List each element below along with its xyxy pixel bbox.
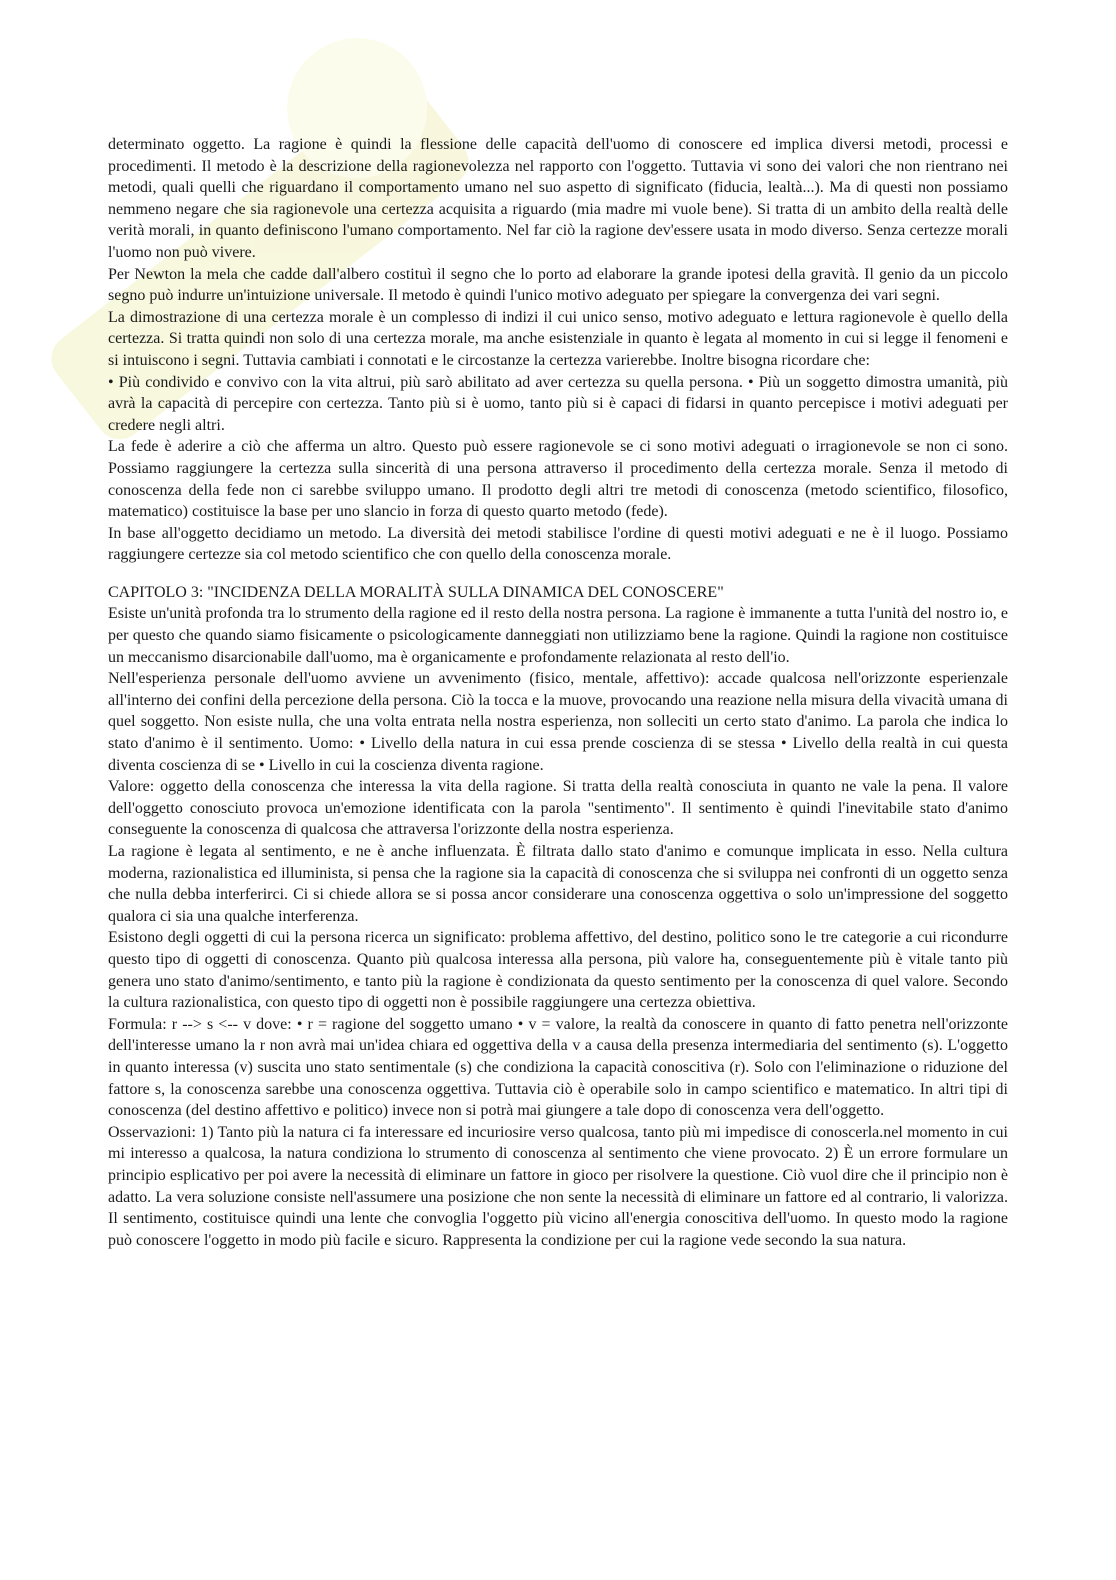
chapter-heading: CAPITOLO 3: "INCIDENZA DELLA MORALITÀ SULLA DINAMICA DEL CONOSCERE" <box>108 583 724 601</box>
paragraph: In base all'oggetto decidiamo un metodo. La diversità dei metodi stabilisce l'ordine di questi motivi adeguati e ne è il luogo. Possiamo raggiungere certezze sia col metodo scientifico che con quello della conoscenza morale. <box>108 524 1008 564</box>
section-spacer <box>108 566 1008 582</box>
paragraph: determinato oggetto. La ragione è quindi la flessione delle capacità dell'uomo di conoscere ed implica diversi metodi, processi e procedimenti. Il metodo è la descrizione della ragionevolezza nel rapporto con l'oggetto. Tuttavia vi sono dei valori che non rientrano nei metodi, quali quelli che riguardano il comportamento umano nel suo aspetto di significato (fiducia, lealtà...). Ma di questi non possiamo nemmeno negare che sia ragionevole una certezza acquisita a riguardo (mia madre mi vuole bene). Si tratta di un ambito della realtà delle verità morali, in quanto definiscono l'umano comportamento. Nel far ciò la ragione dev'essere usata in modo diverso. Senza certezze morali l'uomo non può vivere. <box>108 136 1008 261</box>
paragraph: Esistono degli oggetti di cui la persona ricerca un significato: problema affettivo, del destino, politico sono le tre categorie a cui ricondurre questo tipo di oggetti di conoscenza. Quanto più qualcosa interessa alla persona, più valore ha, conseguentemente più è vitale tanto più genera uno stato d'animo/sentimento, e tanto più la ragione è condizionata da questo sentimento per la conoscenza di quel valore. Secondo la cultura razionalistica, con questo tipo di oggetti non è possibile raggiungere una certezza obiettiva. <box>108 929 1008 1012</box>
document-body <box>108 134 1008 1251</box>
paragraph: Valore: oggetto della conoscenza che interessa la vita della ragione. Si tratta della realtà conosciuta in quanto ne vale la pena. Il valore dell'oggetto conosciuto provoca un'emozione identificata con la parola "sentimento". Il sentimento è quindi l'inevitabile stato d'animo conseguente la conoscenza di qualcosa che attraversa l'orizzonte della nostra esperienza. <box>108 778 1008 839</box>
paragraph: La fede è aderire a ciò che afferma un altro. Questo può essere ragionevole se ci sono motivi adeguati o irragionevole se non ci sono. Possiamo raggiungere la certezza sulla sincerità di una persona attraverso il procedimento della certezza morale. Senza il metodo di conoscenza della fede non ci sarebbe sviluppo umano. Il prodotto degli altri tre metodi di conoscenza (metodo scientifico, filosofico, matematico) costituisce la base per uno slancio in forza di questo quarto metodo (fede). <box>108 438 1008 521</box>
paragraph: Formula: r --> s <-- v dove: • r = ragione del soggetto umano • v = valore, la realtà da conoscere in quanto di fatto penetra nell'orizzonte dell'interesse umano la r non avrà mai un'idea chiara ed oggettiva della v a causa della presenza intermediaria del sentimento (s). L'oggetto in quanto interessa (v) suscita uno stato sentimentale (s) che condiziona la capacità conoscitiva (r). Solo con l'eliminazione o riduzione del fattore s, la conoscenza sarebbe una conoscenza oggettiva. Tuttavia ciò è operabile solo in campo scientifico e matematico. In altri tipi di conoscenza (del destino affettivo e politico) invece non si potrà mai giungere a tale dopo di conoscenza vera dell'oggetto. <box>108 1015 1008 1120</box>
paragraph: Nell'esperienza personale dell'uomo avviene un avvenimento (fisico, mentale, affettivo): accade qualcosa nell'orizzonte esperienzale all'interno dei confini della percezione della persona. Ciò la tocca e la muove, provocando una reazione nella misura della vivacità umana di quel soggetto. Non esiste nulla, che una volta entrata nella nostra esperienza, non solleciti un certo stato d'animo. La parola che indica lo stato d'animo è il sentimento. Uomo: • Livello della natura in cui essa prende coscienza di se stessa • Livello della realtà in cui questa diventa coscienza di se • Livello in cui la coscienza diventa ragione. <box>108 670 1008 774</box>
paragraph: Per Newton la mela che cadde dall'albero costitu​ì il segno che lo porto ad elaborare la grande ipotesi della gravità. Il genio da un piccolo segno può indurre un'intuizione universale. Il metodo è quindi l'unico motivo adeguato per spiegare la convergenza dei vari segni. <box>108 265 1008 305</box>
paragraph: Esiste un'unità profonda tra lo strumento della ragione ed il resto della nostra persona. La ragione è immanente a tutta l'unità del nostro io, e per questo che quando siamo fisicamente o psicologicamente danneggiati non utilizziamo bene la ragione. Quindi la ragione non costituisce un meccanismo disarcionabile dall'uomo, ma è organicamente e profondamente relazionata al resto dell'io. <box>108 605 1008 666</box>
bullet-list: • Più condivido e convivo con la vita altrui, più sarò abilitato ad aver certezza su quella persona. • Più un soggetto dimostra umanità, più avrà la capacità di percepire con certezza. Tanto più si è uomo, tanto più si è capaci di fidarsi in quanto percepisce i motivi adeguati per credere negli altri. <box>108 373 1008 434</box>
paragraph: Osservazioni: 1) Tanto più la natura ci fa interessare ed incuriosire verso qualcosa, tanto più mi impedisce di conoscerla.nel momento in cui mi interesso a qualcosa, la natura condiziona lo strumento di conoscenza al sentimento che viene provocato. 2) È un errore formulare un principio esplicativo per poi avere la necessità di eliminare un fattore in gioco per risolvere la questione. Ciò vuol dire che il principio non è adatto. La vera soluzione consiste nell'assumere una posizione che non sente la necessità di eliminare un fattore ed al contrario, li valorizza. Il sentimento, costituisce quindi una lente che convoglia l'oggetto più vicino all'energia conoscitiva dell'uomo. In questo modo la ragione può conoscere l'oggetto in modo più facile e sicuro. Rappresenta la condizione per cui la ragione vede secondo la sua natura. <box>108 1123 1008 1249</box>
paragraph: La dimostrazione di una certezza morale è un complesso di indizi il cui unico senso, motivo adeguato e lettura ragionevole è quello della certezza. Si tratta quindi non solo di una certezza morale, ma anche esistenziale in quanto è legata al momento in cui si legge il fenomeni e si intuiscono i segni. Tuttavia cambiati i connotati e le circostanze la certezza varierebbe. Inoltre bisogna ricordare che: <box>108 308 1008 369</box>
paragraph: La ragione è legata al sentimento, e ne è anche influenzata. È filtrata dallo stato d'animo e comunque implicata in esso. Nella cultura moderna, razionalistica ed illuminista, si pensa che la ragione sia la capacità di conoscenza che si sviluppa nei confronti di un oggetto senza che nulla debba interferirci. Ci si chiede allora se si possa ancor considerare una conoscenza oggettiva o solo un'impressione del soggetto qualora ci sia una qualche interferenza. <box>108 843 1008 925</box>
